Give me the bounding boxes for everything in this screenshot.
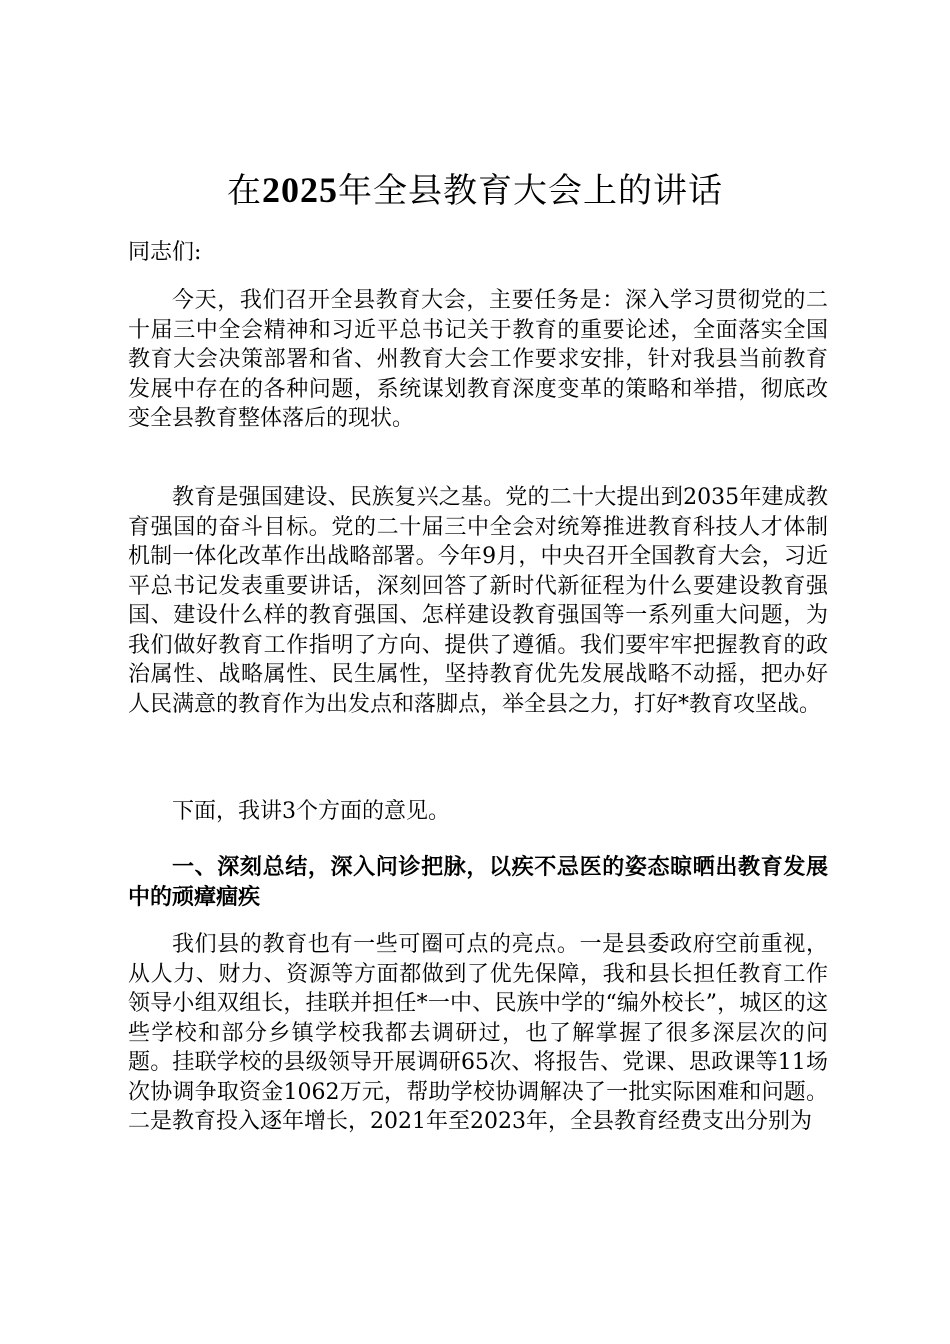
salutation: 同志们: [128,240,202,265]
title-suffix: 年全县教育大会上的讲话 [338,171,723,211]
section-heading-1: 一、深刻总结，深入问诊把脉，以疾不忌医的姿态晾晒出教育发展中的顽瘴痼疾 [128,854,828,910]
paragraph-highlights: 我们县的教育也有一些可圈可点的亮点。一是县委政府空前重视，从人力、财力、资源等方面都做到了优先保障，我和县长担任教育工作领导小组双组长，挂联并担任*一中、民族中学的“编外校长”，城区的这些学校和部分乡镇学校我都去调研过，也了解掌握了很多深层次的问题。挂联学校的县级领导开展调研65次、将报告、党课、思政课等11场次协调争取资金1062万元，帮助学校协调解决了一批实际困难和问题。二是教育投入逐年增长，2021年至2023年，全县教育经费支出分别为 [128,932,828,1134]
document-title [0,166,950,215]
title-prefix: 在 [227,171,262,211]
title-year: 2025 [262,170,338,210]
paragraph-outline: 下面，我讲3个方面的意见。 [172,799,450,824]
paragraph-background: 教育是强国建设、民族复兴之基。党的二十大提出到2035年建成教育强国的奋斗目标。党的二十届三中全会对统筹推进教育科技人才体制机制一体化改革作出战略部署。今年9月，中央召开全国教育大会，习近平总书记发表重要讲话，深刻回答了新时代新征程为什么要建设教育强国、建设什么样的教育强国、怎样建设教育强国等一系列重大问题，为我们做好教育工作指明了方向、提供了遵循。我们要牢牢把握教育的政治属性、战略属性、民生属性，坚持教育优先发展战略不动摇，把办好人民满意的教育作为出发点和落脚点，举全县之力，打好*教育攻坚战。 [128,485,828,717]
paragraph-intro: 今天，我们召开全县教育大会，主要任务是：深入学习贯彻党的二十届三中全会精神和习近平总书记关于教育的重要论述，全面落实全国教育大会决策部署和省、州教育大会工作要求安排，针对我县当前教育发展中存在的各种问题，系统谋划教育深度变革的策略和举措，彻底改变全县教育整体落后的现状。 [128,288,828,431]
